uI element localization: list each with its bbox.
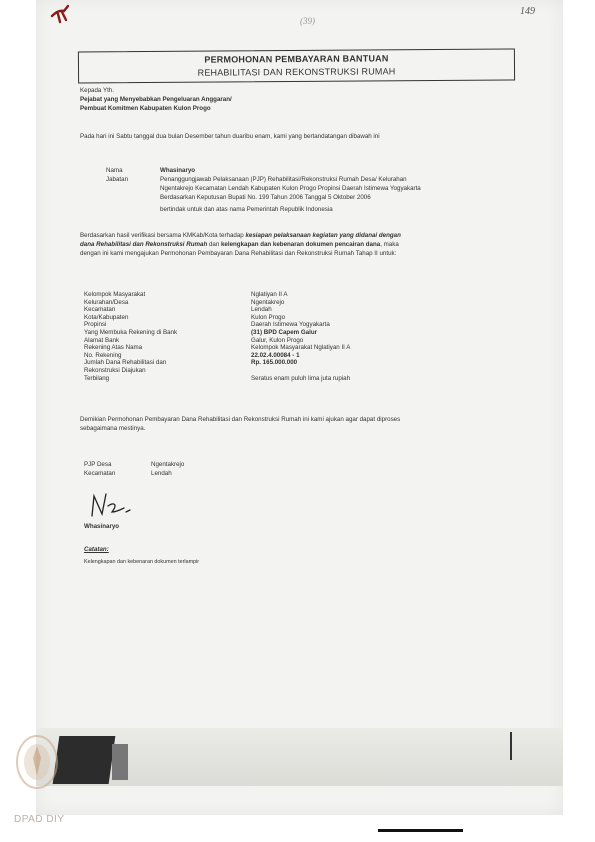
body-line-1b: kesiapan pelaksanaan kegiatan yang didanai dengan — [245, 232, 401, 239]
detail-label: Alamat Bank — [84, 336, 120, 344]
title-line-1: PERMOHONAN PEMBAYARAN BANTUAN — [204, 53, 389, 65]
note-text: Kelengkapan dan kebenaran dokumen terlampir — [84, 559, 200, 565]
red-pen-mark — [50, 2, 76, 24]
jabatan-line-4: bertindak untuk dan atas nama Pemerintah Republik Indonesia — [160, 206, 333, 213]
scan-dark-artifact — [53, 736, 116, 784]
detail-label: Kelompok Masyarakat — [84, 291, 146, 298]
jabatan-line-1: Penanggungjawab Pelaksanaan (PJP) Rehabilitasi/Rekonstruksi Rumah Desa/ Kelurahan — [160, 176, 407, 183]
page-number: 149 — [520, 6, 535, 17]
note-title: Catatan: — [84, 546, 109, 553]
detail-label: Kecamatan — [84, 306, 116, 314]
addressee-kepada: Kepada Yth. — [80, 87, 114, 94]
body-line-2b: dan — [207, 241, 221, 248]
detail-value: Kulon Progo — [251, 313, 286, 321]
body-line-2c: kelengkapan dan kebenaran dokumen pencairan dana — [220, 241, 381, 248]
nama-label: Nama — [106, 167, 123, 174]
addressee-line-2: Pembuat Komitmen Kabupaten Kulon Progo — [80, 105, 211, 112]
body-line-3: dengan ini kami mengajukan Permohonan Pembayaran Dana Rehabilitasi dan Rekonstruksi Rumah Tahap II untuk: — [80, 250, 397, 257]
detail-label: Yang Membuka Rekening di Bank — [84, 329, 178, 336]
title-line-2: REHABILITASI DAN REKONSTRUKSI RUMAH — [197, 66, 396, 78]
detail-label: Terbilang — [84, 375, 110, 383]
closing-line-2: sebagaimana mestinya. — [80, 425, 146, 432]
footer-bar — [378, 829, 463, 832]
document-page — [36, 0, 563, 815]
pencil-note: (39) — [300, 16, 315, 26]
jabatan-line-2: Ngentakrejo Kecamatan Lendah Kabupaten Kulon Progo Propinsi Daerah Istimewa Yogyakarta — [160, 185, 421, 192]
detail-value: Daerah Istimewa Yogyakarta — [251, 321, 330, 329]
pjp-label: PJP Desa — [84, 461, 112, 468]
nama-value: Whasinaryo — [160, 167, 196, 174]
body-line-2d: , maka — [380, 241, 399, 248]
signatory-name: Whasinaryo — [84, 523, 120, 530]
detail-label: Kota/Kabupaten — [84, 313, 129, 321]
detail-value: Kelompok Masyarakat Nglatiyan II A — [251, 344, 351, 352]
kecamatan-label: Kecamatan — [84, 470, 116, 477]
jabatan-label: Jabatan — [106, 176, 129, 183]
pjp-value: Ngentakrejo — [151, 461, 185, 468]
document-title-box — [78, 48, 515, 83]
detail-value: Rp. 165.000.000 — [251, 359, 298, 367]
detail-label: Rekonstruksi Diajukan — [84, 367, 146, 374]
detail-value: Galur, Kulon Progo — [251, 336, 304, 344]
body-line-1a: Berdasarkan hasil verifikasi bersama KMKab/Kota terhadap — [80, 232, 246, 239]
jabatan-line-3: Berdasarkan Keputusan Bupati No. 199 Tahun 2006 Tanggal 5 Oktober 2006 — [160, 194, 371, 201]
opening-sentence: Pada hari ini Sabtu tanggal dua bulan Desember tahun duaribu enam, kami yang bertandatangan dibawah ini — [80, 133, 380, 140]
detail-label: Propinsi — [84, 321, 107, 329]
body-line-2 — [80, 241, 399, 249]
detail-value: Nglatiyan II A — [251, 291, 288, 298]
body-line-1 — [80, 232, 401, 240]
detail-label: Jumlah Dana Rehabilitasi dan — [84, 359, 167, 367]
detail-label: Rekening Atas Nama — [84, 344, 143, 352]
detail-value: (31) BPD Capem Galur — [251, 329, 318, 336]
closing-line-1: Demikian Permohonan Pembayaran Dana Rehabilitasi dan Rekonstruksi Rumah ini kami ajukan agar dapat diproses — [80, 416, 401, 423]
archive-watermark-label: DPAD DIY — [14, 814, 65, 825]
archive-seal-icon — [14, 732, 60, 792]
body-line-2a: dana Rehabilitasi dan Rekonstruksi Rumah — [80, 241, 208, 248]
scan-grey-artifact — [112, 744, 128, 780]
detail-label: Kelurahan/Desa — [84, 298, 129, 306]
detail-label: No. Rekening — [84, 351, 122, 359]
addressee-line-1: Pejabat yang Menyebabkan Pengeluaran Anggaran/ — [80, 96, 232, 103]
kecamatan-value: Lendah — [151, 470, 172, 477]
handwritten-signature — [86, 490, 136, 522]
detail-value: Seratus enam puluh lima juta rupiah — [251, 375, 351, 383]
detail-value: 22.02.4.00084 - 1 — [251, 351, 300, 359]
scan-vertical-mark — [510, 732, 512, 760]
detail-value: Ngentakrejo — [251, 298, 285, 306]
detail-value: Lendah — [251, 306, 272, 314]
